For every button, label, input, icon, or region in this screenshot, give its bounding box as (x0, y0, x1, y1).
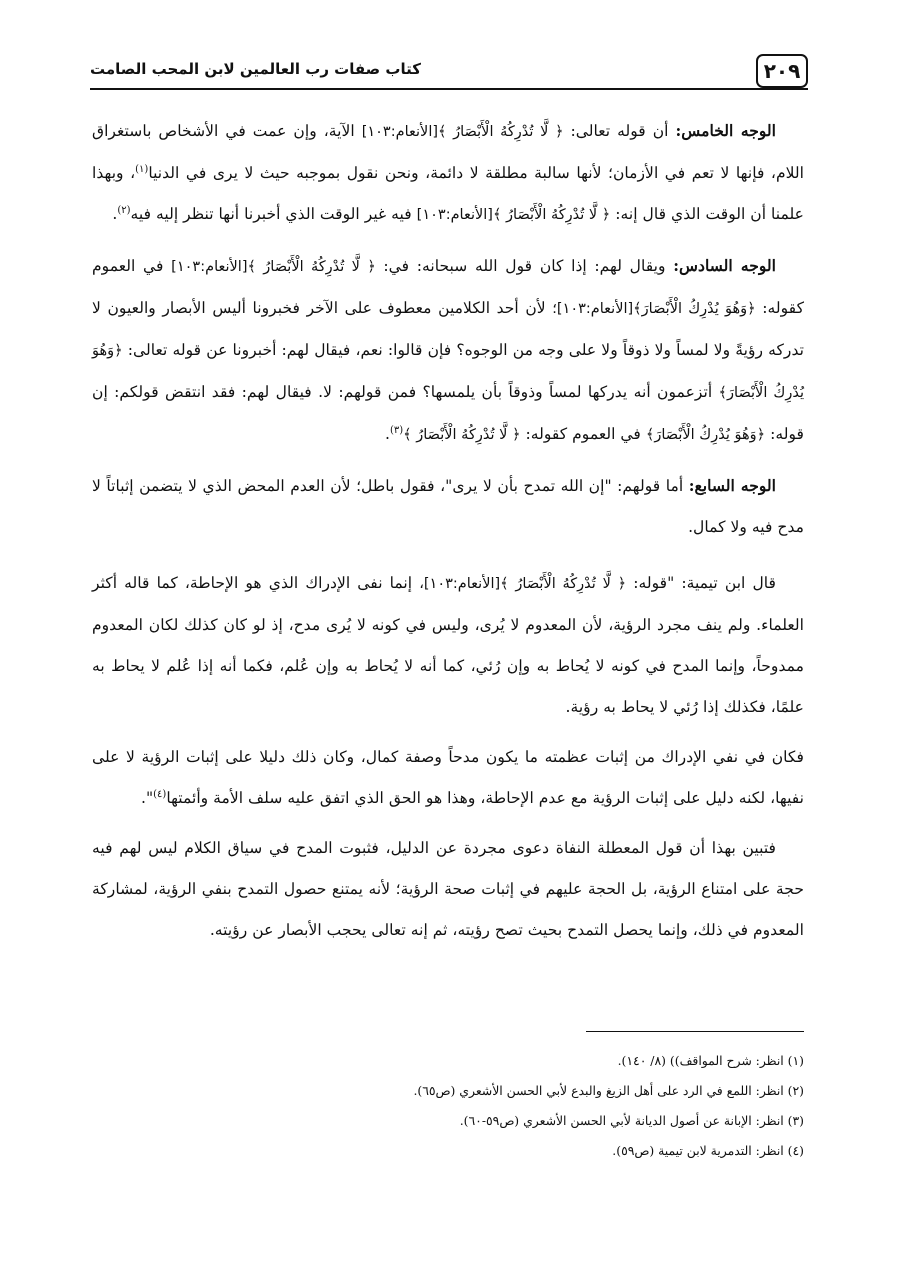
footnote-ref: (٣) (389, 424, 404, 436)
footnote-item: (١) انظر: شرح المواقف)) (٨/ ١٤٠). (617, 1053, 804, 1068)
footnote-divider (586, 1031, 804, 1032)
quran-verse: ﴿ لَّا تُدْرِكُهُ الْأَبْصَارُ ﴾[الأنعام:١٠٣] (416, 207, 611, 223)
quran-verse: ﴿وَهُوَ يُدْرِكُ الْأَبْصَارَ﴾ (645, 427, 766, 443)
text-run: فكان في نفي الإدراك من إثبات عظمته ما يكون مدحاً وصفة كمال، وكان ذلك دليلا على إثبات الرؤية لا على نفيها، لكنه دليل على إثبات الرؤية مع عدم الإحاطة، وهذا هو الحق الذي اتفق عليه سلف الأمة وأئمتها (92, 748, 804, 807)
footnote-ref: (٢) (117, 204, 131, 216)
text-run: فتبين بهذا أن قول المعطلة النفاة دعوى مجردة عن الدليل، فثبوت المدح في سياق الكلام ليس لهم فيه حجة على امتناع الرؤية، بل الحجة عليهم في إثبات صحة الرؤية؛ لأنه يمتنع حصول التمدح بنفي الرؤية، لمشاركة المعدوم في ذلك، وإنما يحصل التمدح بحيث تصح رؤيته، ثم إنه تعالى يحجب الأبصار عن رؤيته. (92, 839, 804, 939)
text-run: قال ابن تيمية: "قوله: (633, 574, 776, 592)
text-run: في العموم كقوله: (92, 257, 804, 317)
text-run: ويقال لهم: إذا كان قول الله سبحانه: في: (383, 257, 666, 275)
paragraph-ibn-taymiyya-quote (92, 563, 804, 728)
quran-verse: ﴿ لَّا تُدْرِكُهُ الْأَبْصَارُ ﴾[الأنعام:١٠٣]، (419, 576, 627, 592)
quran-verse: ﴿ لَّا تُدْرِكُهُ الْأَبْصَارُ ﴾ (403, 427, 521, 443)
paragraph-quote-continued (92, 737, 804, 819)
paragraph-heading: الوجه السادس: (673, 256, 776, 275)
quran-verse: ﴿وَهُوَ يُدْرِكُ الْأَبْصَارَ﴾ (92, 343, 804, 401)
footnotes (92, 1046, 804, 1166)
text-run: لأن أحد الكلامين معطوف على الآخر فخبرونا أليس الأبصار والعيون لا تدركه رؤيةً ولا لمساً ولا ذوقاً ولا على وجه من الوجوه؟ فإن قالوا: نعم، فيقال لهم: أخبرونا عن قوله تعالى: (92, 299, 804, 359)
text-run: إنما نفى الإدراك الذي هو الإحاطة، كما قاله أكثر العلماء. ولم ينف مجرد الرؤية، لأن المعدوم لا يُرى، وليس في كونه لا يُرى مدح، إذ لو كان كذلك لكان المعدوم ممدوحاً، وإنما المدح في كونه لا يُحاط به وإن رُئي، كما أنه لا يُحاط به وإن عُلم، فكما أنه إذا عُلم لا يحاط به علمًا، فكذلك إذا رُئي لا يحاط به رؤية. (92, 574, 804, 716)
text-run: أن قوله تعالى: (570, 122, 669, 140)
quran-verse: ﴿وَهُوَ يُدْرِكُ الْأَبْصَارَ﴾[الأنعام:١٠٣]؛ (552, 301, 756, 317)
quran-verse: ﴿ لَّا تُدْرِكُهُ الْأَبْصَارُ ﴾[الأنعام:١٠٣] (361, 124, 564, 140)
book-title: كتاب صفات رب العالمين لابن المحب الصامت (90, 60, 421, 78)
footnote-ref: (٤) (153, 788, 167, 800)
quran-verse: ﴿ لَّا تُدْرِكُهُ الْأَبْصَارُ ﴾[الأنعام:١٠٣] (171, 259, 376, 275)
text-run: ". (141, 789, 154, 807)
text-run: الآية، وإن عمت في الأشخاص باستغراق اللام، فإنها لا تعم في الأزمان؛ لأنها سالبة مطلقة لا دائمة، ونحن نقول بموجبه حيث لا يرى في الدنيا (92, 122, 804, 182)
paragraph-heading: الوجه الخامس: (675, 121, 776, 140)
paragraph-seventh-aspect (92, 465, 804, 548)
page-number: ٢٠٩ (756, 54, 808, 88)
text-run: أما قولهم: "إن الله تمدح بأن لا يرى"، فقول باطل؛ لأن العدم المحض الذي لا يتضمن إثباتاً لا مدح فيه ولا كمال. (92, 477, 804, 536)
text-run: . (384, 425, 390, 443)
footnote-ref: (١) (135, 163, 149, 175)
header-divider (90, 88, 808, 90)
paragraph-fifth-aspect (92, 110, 804, 236)
text-run: في العموم كقوله: (525, 425, 641, 443)
text-run: . (112, 205, 118, 223)
footnote-item: (٢) انظر: اللمع في الرد على أهل الزيغ والبدع لأبي الحسن الأشعري (ص٦٥). (413, 1083, 804, 1098)
paragraph-sixth-aspect (92, 245, 804, 456)
paragraph-conclusion (92, 828, 804, 951)
text-run: فيه غير الوقت الذي أخبرنا أنها تنظر إليه فيه (130, 205, 412, 223)
text-run: ، وبهذا علمنا أن الوقت الذي قال إنه: (92, 164, 804, 223)
page-header (90, 54, 808, 90)
footnote-item: (٤) انظر: التدمرية لابن تيمية (ص٥٩). (612, 1143, 804, 1158)
paragraph-heading: الوجه السابع: (688, 476, 776, 495)
main-text (92, 110, 804, 960)
text-run: أتزعمون أنه يدركها لمساً وذوقاً بأن يلمسها؟ فمن قولهم: لا. فيقال لهم: فقد انتقض قولكم: إن قوله: (92, 383, 804, 443)
footnote-item: (٣) انظر: الإبانة عن أصول الديانة لأبي الحسن الأشعري (ص٥٩-٦٠). (459, 1113, 804, 1128)
